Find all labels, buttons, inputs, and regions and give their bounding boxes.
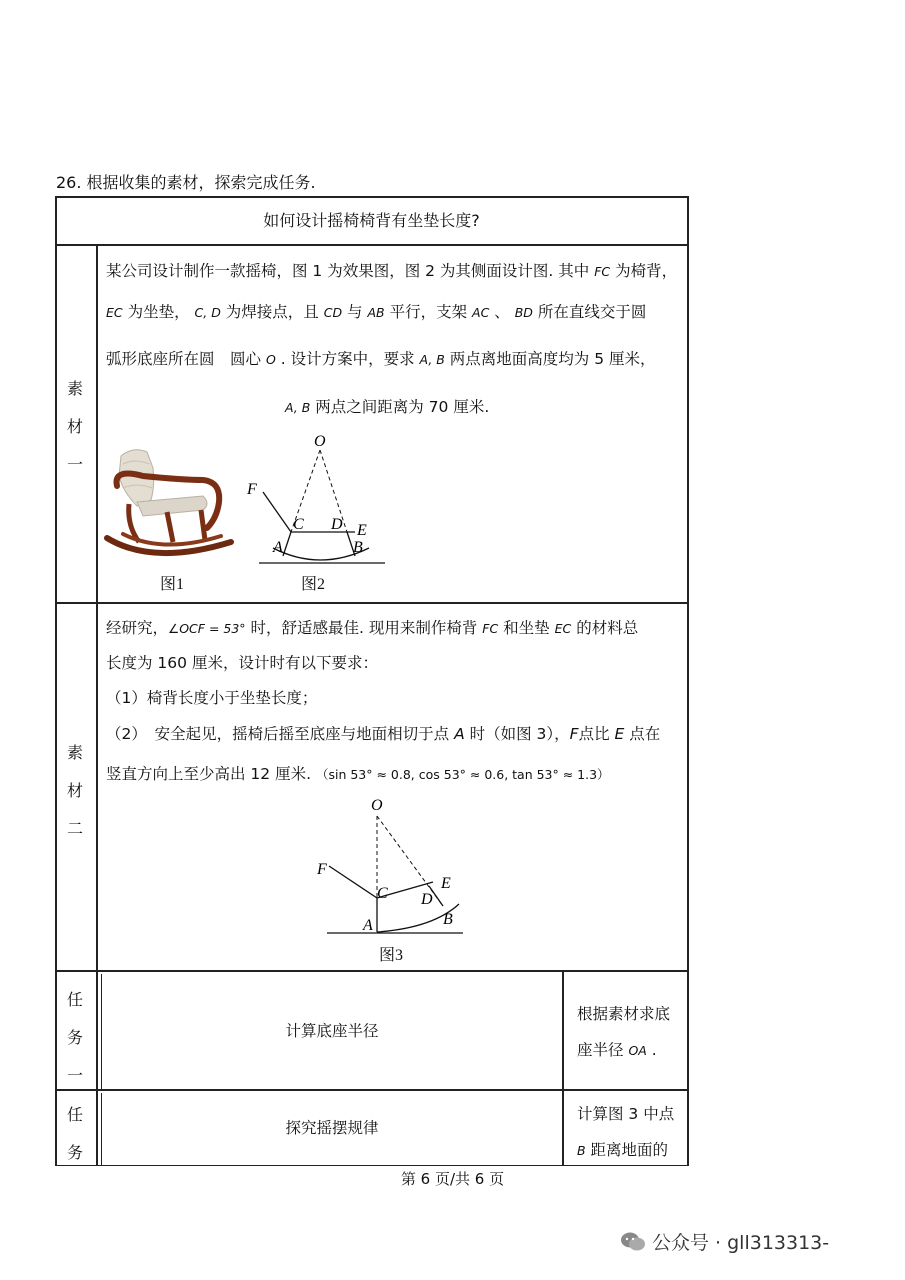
m2-line-2: 长度为 160 厘米，设计时有以下要求： — [106, 654, 378, 672]
fig2-caption: 图2 — [301, 576, 326, 593]
task-table — [55, 196, 688, 1166]
table-border-right — [687, 196, 689, 1166]
watermark: 公众号 · gll313313- — [620, 1228, 829, 1255]
row-sep-m2 — [55, 970, 688, 972]
table-border-bottom — [55, 1165, 688, 1167]
question-header: 26. 根据收集的素材，探索完成任务. — [56, 173, 316, 192]
fig3-label-D: D — [421, 891, 433, 908]
fig2-label-C: C — [293, 516, 304, 533]
m2-line-1: 经研究，∠OCF = 53° 时，舒适感最佳. 现用来制作椅背 FC 和坐垫 EC 的材料总 — [106, 619, 639, 637]
t2-right-2: B 距离地面的 — [577, 1141, 669, 1159]
m1-line-3: 弧形底座所在圆 圆心 O . 设计方案中，要求 A, B 两点离地面高度均为 5 厘米， — [106, 350, 656, 368]
m2-line-4: （2） 安全起见，摇椅后摇至底座与地面相切于点 A 时（如图 3），F点比 E 点在 — [106, 725, 661, 743]
t1-right-2: 座半径 OA . — [577, 1041, 657, 1059]
t2-right-1: 计算图 3 中点 — [577, 1105, 675, 1123]
t2-middle: 探究摇摆规律 — [285, 1119, 379, 1137]
fig1-caption: 图1 — [160, 576, 185, 593]
page-footer: 第 6 页/共 6 页 — [400, 1170, 505, 1188]
col-sep-label — [96, 244, 98, 1165]
fig3-label-C: C — [377, 885, 388, 902]
table-title: 如何设计摇椅椅背有坐垫长度? — [263, 211, 480, 230]
t1-right-1: 根据素材求底 — [577, 1005, 671, 1023]
fig3-label-A: A — [363, 917, 373, 934]
fig3-label-F: F — [317, 861, 327, 878]
table-border-top — [55, 196, 688, 198]
row-sep-m1 — [55, 602, 688, 604]
m2-line-3: （1）椅背长度小于坐垫长度； — [106, 689, 318, 707]
m1-label: 素 材 一 — [66, 379, 83, 474]
fig2-label-F: F — [247, 481, 257, 498]
fig2-label-E: E — [357, 522, 367, 539]
fig2-label-A: A — [273, 539, 283, 556]
row-sep-t1 — [55, 1089, 688, 1091]
fig3-label-O: O — [371, 797, 383, 814]
fig2-label-B: B — [353, 539, 363, 556]
m1-line-2: EC 为坐垫， C, D 为焊接点，且 CD 与 AB 平行，支架 AC 、 BD 所在直线交于圆 — [106, 303, 647, 321]
fig3-label-E: E — [441, 875, 451, 892]
m1-line-1: 某公司设计制作一款摇椅，图 1 为效果图，图 2 为其侧面设计图. 其中 FC 为椅背， — [106, 262, 678, 280]
fig3-caption: 图3 — [379, 947, 404, 964]
m2-line-5: 竖直方向上至少高出 12 厘米. （sin 53° ≈ 0.8, cos 53° ≈ 0.6, tan 53° ≈ 1.3） — [106, 765, 610, 783]
t1-middle: 计算底座半径 — [285, 1022, 379, 1040]
fig3-diagram — [313, 794, 473, 939]
fig3-label-B: B — [443, 911, 453, 928]
fig2-label-D: D — [331, 516, 343, 533]
wechat-icon — [620, 1231, 646, 1253]
t2-label: 任 务 — [66, 1105, 83, 1162]
row-sep-title — [55, 244, 688, 246]
rocking-chair-image — [103, 446, 235, 568]
fig2-label-O: O — [314, 433, 326, 450]
fig2-diagram — [245, 432, 390, 572]
m2-label: 素 材 二 — [66, 743, 83, 838]
col-sep-right — [562, 970, 564, 1166]
m1-line-4: A, B 两点之间距离为 70 厘米. — [285, 398, 490, 416]
t1-label: 任 务 一 — [66, 990, 83, 1085]
